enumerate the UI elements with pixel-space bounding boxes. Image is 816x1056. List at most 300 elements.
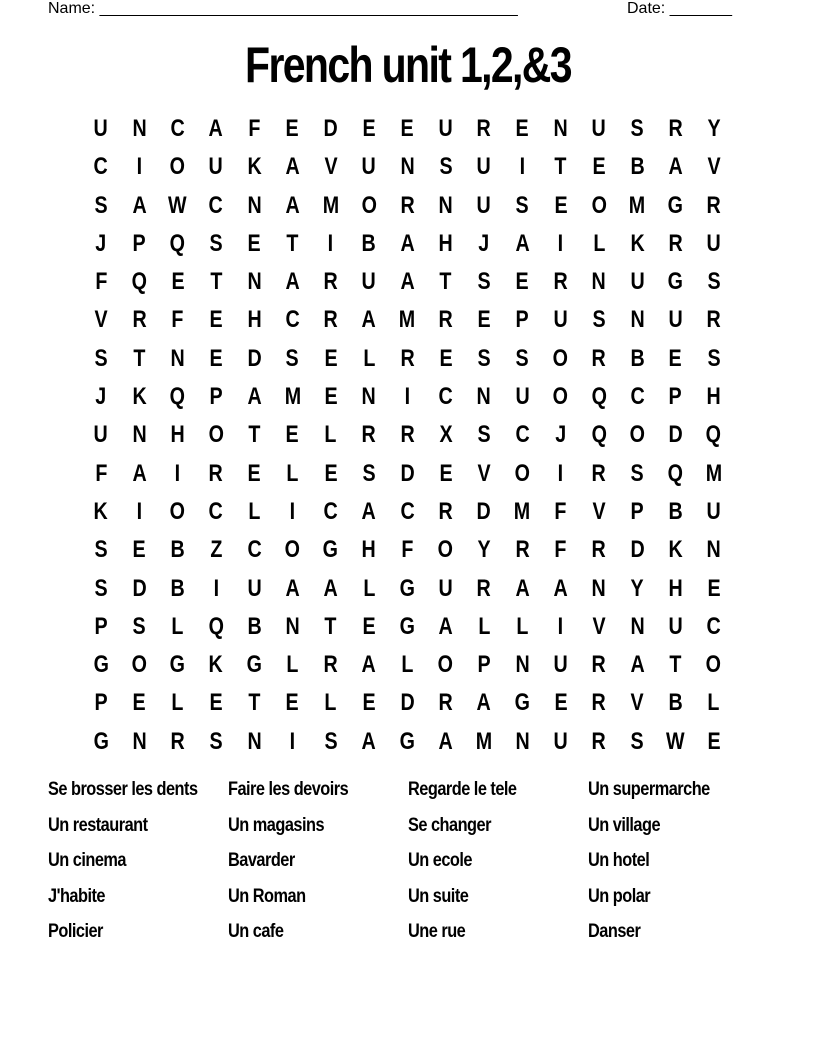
grid-letter-text: O [591,191,607,219]
grid-letter [695,608,733,646]
grid-letter [235,225,273,263]
grid-letter-text: C [438,383,453,411]
grid-letter-text: Z [209,536,222,564]
grid-letter [427,301,465,339]
grid-letter-text: V [630,689,644,717]
grid-letter [618,187,656,225]
grid-letter-text: U [208,153,224,181]
name-field: Name: _______________________________________________ [48,0,518,17]
grid-letter [580,416,618,454]
grid-letter [235,416,273,454]
grid-letter-text: E [209,306,223,334]
grid-letter-text: D [400,459,415,487]
grid-letter-text: J [95,229,107,257]
grid-letter-text: E [362,689,376,717]
word-search-grid [82,110,734,761]
grid-letter-text: C [208,497,224,525]
grid-letter-text: E [592,153,606,181]
grid-letter [235,608,273,646]
grid-letter-text: C [170,115,185,142]
grid-letter [235,378,273,416]
grid-letter [618,646,656,684]
grid-letter [82,646,120,684]
grid-letter [274,455,312,493]
grid-letter [312,723,350,761]
grid-letter [388,340,426,378]
grid-letter-text: R [208,459,224,487]
grid-letter [388,110,426,148]
grid-letter-text: H [668,574,683,602]
grid-letter [120,301,158,339]
grid-letter [657,531,695,569]
grid-letter [427,416,465,454]
grid-letter-text: N [247,727,262,755]
grid-letter [580,378,618,416]
grid-letter [235,570,273,608]
grid-letter [657,493,695,531]
grid-letter-text: R [132,306,147,334]
grid-letter [465,301,503,339]
grid-letter [657,684,695,722]
grid-letter-text: E [324,344,338,372]
word-bank-item: Un Roman [228,885,306,907]
grid-letter [542,340,580,378]
word-bank-item: Un cafe [228,921,284,943]
grid-letter-text: R [668,229,683,257]
grid-letter-text: T [133,344,146,372]
grid-letter-text: A [285,153,300,181]
grid-letter [618,570,656,608]
grid-letter [657,110,695,148]
grid-letter [580,263,618,301]
grid-letter-text: E [285,421,300,449]
grid-letter-text: D [400,689,415,717]
grid-letter [350,110,388,148]
grid-letter [695,646,733,684]
grid-letter-text: E [554,689,568,717]
grid-row [82,684,734,722]
grid-letter [427,723,465,761]
grid-letter-text: L [286,459,299,487]
grid-letter-text: R [438,497,453,525]
grid-letter-text: B [170,574,185,602]
grid-letter-text: A [361,306,377,334]
grid-letter-text: C [93,153,109,181]
grid-letter [503,187,541,225]
grid-letter [503,110,541,148]
grid-row [82,416,734,454]
grid-letter-text: N [247,268,262,296]
grid-letter-text: K [93,497,109,525]
grid-letter [465,684,503,722]
grid-letter-text: L [363,574,376,602]
grid-letter [542,531,580,569]
grid-letter-text: U [438,574,453,602]
grid-letter-text: A [361,497,377,525]
grid-letter [503,531,541,569]
grid-letter-text: U [553,306,568,334]
grid-letter-text: O [208,421,224,449]
grid-letter-text: H [170,421,185,449]
grid-letter [465,608,503,646]
grid-letter-text: D [630,536,645,564]
grid-letter-text: E [362,115,376,142]
grid-letter-text: Q [667,459,684,487]
grid-letter-text: S [209,727,223,755]
grid-letter [695,263,733,301]
grid-letter-text: S [477,268,491,296]
grid-letter-text: U [438,115,453,142]
grid-letter [197,493,235,531]
grid-letter-text: T [286,229,299,257]
grid-letter [120,378,158,416]
grid-letter [427,531,465,569]
grid-letter [465,340,503,378]
grid-letter-text: V [324,153,338,181]
grid-letter-text: R [170,727,185,755]
grid-letter-text: N [132,727,147,755]
grid-letter [235,110,273,148]
grid-letter [159,340,197,378]
grid-letter-text: I [519,153,526,181]
grid-letter-text: S [592,306,606,334]
grid-letter [159,148,197,186]
grid-letter [465,416,503,454]
grid-letter [695,110,733,148]
grid-letter [618,378,656,416]
grid-letter-text: E [400,115,414,142]
grid-letter [427,684,465,722]
grid-letter [159,225,197,263]
grid-letter [503,148,541,186]
grid-letter-text: Q [169,383,186,411]
grid-letter [465,570,503,608]
grid-letter [542,723,580,761]
grid-letter-text: A [400,229,415,257]
grid-letter-text: R [591,689,607,717]
grid-letter [542,378,580,416]
grid-letter-text: G [93,651,109,679]
grid-letter [388,148,426,186]
grid-letter-text: R [476,115,492,142]
grid-letter-text: E [285,115,300,142]
grid-letter [312,148,350,186]
grid-letter-text: C [706,612,721,640]
grid-letter-text: V [707,153,721,181]
grid-letter [695,723,733,761]
grid-letter-text: B [668,497,683,525]
grid-letter-text: B [668,689,683,717]
grid-letter-text: R [591,459,607,487]
grid-letter [695,378,733,416]
grid-letter-text: H [706,383,721,411]
grid-letter [657,455,695,493]
grid-letter [120,340,158,378]
grid-letter [120,416,158,454]
grid-letter-text: S [94,344,108,372]
grid-letter [427,493,465,531]
grid-letter-text: N [553,115,568,142]
grid-letter-text: I [557,612,564,640]
grid-letter [695,148,733,186]
word-bank-item: Bavarder [228,850,295,872]
grid-letter [542,455,580,493]
word-bank-item: Danser [588,921,641,943]
grid-letter-text: U [93,421,109,449]
grid-letter-text: R [323,268,338,296]
grid-letter [120,684,158,722]
grid-letter [197,378,235,416]
grid-letter-text: P [94,689,108,717]
grid-letter [503,263,541,301]
grid-letter-text: B [170,536,185,564]
grid-letter [197,263,235,301]
grid-letter-text: E [439,459,453,487]
grid-letter [159,570,197,608]
grid-letter-text: R [476,574,492,602]
grid-letter-text: G [399,727,416,755]
grid-letter [580,493,618,531]
grid-letter-text: N [170,344,185,372]
grid-letter [350,531,388,569]
grid-letter [120,225,158,263]
grid-letter [312,646,350,684]
grid-letter-text: S [94,536,108,564]
grid-letter-text: J [478,229,490,257]
grid-letter [657,416,695,454]
grid-letter [312,531,350,569]
grid-letter-text: S [515,344,529,372]
grid-letter-text: U [476,191,492,219]
grid-letter-text: I [557,459,564,487]
grid-letter [465,225,503,263]
grid-letter-text: E [285,689,300,717]
grid-letter [580,187,618,225]
grid-letter [695,493,733,531]
grid-letter [657,301,695,339]
grid-letter [235,187,273,225]
grid-letter-text: I [557,229,564,257]
grid-letter [657,608,695,646]
grid-letter-text: O [131,651,147,679]
grid-letter-text: D [247,344,262,372]
grid-letter-text: Q [208,612,224,640]
grid-letter [274,723,312,761]
grid-letter-text: R [591,344,607,372]
grid-letter [657,570,695,608]
word-bank-item: Se changer [408,814,491,836]
grid-letter [542,225,580,263]
grid-letter [159,493,197,531]
grid-letter [695,187,733,225]
grid-letter-text: O [629,421,645,449]
grid-letter [274,570,312,608]
grid-letter [350,608,388,646]
grid-letter-text: S [209,229,223,257]
grid-letter [465,723,503,761]
grid-letter [388,723,426,761]
grid-letter [274,225,312,263]
word-bank-item: Policier [48,921,103,943]
grid-letter-text: N [515,651,530,679]
grid-letter-text: R [591,651,607,679]
grid-letter-text: L [707,689,720,717]
grid-letter-text: Q [131,268,147,296]
grid-letter-text: U [361,153,377,181]
grid-letter-text: N [706,536,721,564]
grid-letter [82,301,120,339]
word-bank-item: Un hotel [588,850,650,872]
grid-letter-text: A [438,727,453,755]
grid-letter-text: E [668,344,683,372]
grid-letter [235,646,273,684]
grid-letter-text: E [515,268,529,296]
grid-letter [618,493,656,531]
worksheet-header [48,0,748,20]
grid-letter-text: N [630,612,645,640]
grid-letter [312,608,350,646]
grid-letter-text: P [477,651,491,679]
grid-letter-text: M [284,383,301,411]
grid-letter [312,378,350,416]
grid-letter [465,263,503,301]
grid-letter-text: E [707,727,721,755]
word-bank-item: Un polar [588,885,651,907]
grid-letter [503,493,541,531]
grid-letter [274,493,312,531]
grid-letter [120,531,158,569]
grid-letter-text: L [171,689,184,717]
grid-letter [657,340,695,378]
grid-letter-text: C [323,497,338,525]
grid-row [82,455,734,493]
grid-letter-text: V [592,612,606,640]
grid-letter-text: T [248,421,261,449]
grid-letter-text: O [438,536,454,564]
grid-letter [657,646,695,684]
grid-letter-text: O [514,459,530,487]
grid-letter [580,684,618,722]
grid-letter [120,187,158,225]
grid-letter [120,148,158,186]
grid-letter-text: M [322,191,339,219]
grid-letter [82,187,120,225]
grid-letter-text: A [400,268,415,296]
grid-letter [350,263,388,301]
grid-letter [388,455,426,493]
grid-letter [350,723,388,761]
grid-letter [427,570,465,608]
grid-letter [388,301,426,339]
grid-letter [580,531,618,569]
grid-letter-text: M [475,727,493,755]
grid-letter-text: Y [707,115,721,142]
grid-letter [427,110,465,148]
grid-letter [618,225,656,263]
grid-letter [503,646,541,684]
grid-letter-text: E [324,383,338,411]
date-field: Date: _______ [627,0,732,17]
grid-letter-text: D [668,421,683,449]
grid-row [82,493,734,531]
grid-letter [618,723,656,761]
grid-letter-text: N [132,421,147,449]
grid-letter [197,455,235,493]
grid-letter-text: S [132,612,146,640]
grid-letter [274,531,312,569]
grid-letter-text: S [707,344,721,372]
grid-letter-text: L [248,497,261,525]
grid-letter [427,455,465,493]
grid-letter [350,378,388,416]
word-bank-item: Un ecole [408,850,472,872]
grid-letter-text: G [93,727,109,755]
grid-letter [427,148,465,186]
grid-letter-text: A [515,574,530,602]
grid-letter-text: Q [706,421,722,449]
grid-letter [542,187,580,225]
grid-letter-text: E [362,612,376,640]
grid-letter-text: G [323,536,339,564]
grid-letter-text: F [171,306,184,334]
grid-letter [350,148,388,186]
grid-letter-text: F [248,115,261,142]
grid-letter-text: R [400,344,415,372]
grid-letter [235,148,273,186]
grid-letter [312,684,350,722]
grid-letter [542,570,580,608]
grid-letter-text: N [400,153,415,181]
grid-letter-text: T [209,268,222,296]
grid-letter [235,531,273,569]
grid-letter-text: U [706,497,721,525]
grid-letter-text: T [439,268,452,296]
grid-letter [388,187,426,225]
grid-letter-text: R [515,536,530,564]
grid-letter-text: A [247,383,262,411]
grid-letter [503,301,541,339]
grid-letter-text: S [630,727,644,755]
grid-letter-text: W [666,727,685,755]
grid-row [82,110,734,148]
grid-letter-text: V [477,459,491,487]
grid-letter-text: U [706,229,721,257]
grid-letter-text: E [209,344,223,372]
grid-letter [350,187,388,225]
grid-letter [274,608,312,646]
grid-letter [235,263,273,301]
grid-letter-text: G [399,612,416,640]
grid-letter [657,723,695,761]
grid-letter-text: S [324,727,338,755]
word-bank-item: J'habite [48,885,105,907]
grid-letter [197,570,235,608]
grid-letter-text: N [361,383,377,411]
grid-letter [274,416,312,454]
grid-letter [388,608,426,646]
grid-letter-text: S [707,268,721,296]
grid-letter-text: S [94,574,108,602]
grid-letter-text: U [668,306,683,334]
grid-letter-text: C [208,191,224,219]
grid-letter [388,225,426,263]
grid-letter-text: E [707,574,721,602]
grid-letter [465,646,503,684]
grid-letter-text: T [669,651,682,679]
grid-letter-text: R [323,651,338,679]
grid-letter [503,340,541,378]
grid-letter [695,684,733,722]
